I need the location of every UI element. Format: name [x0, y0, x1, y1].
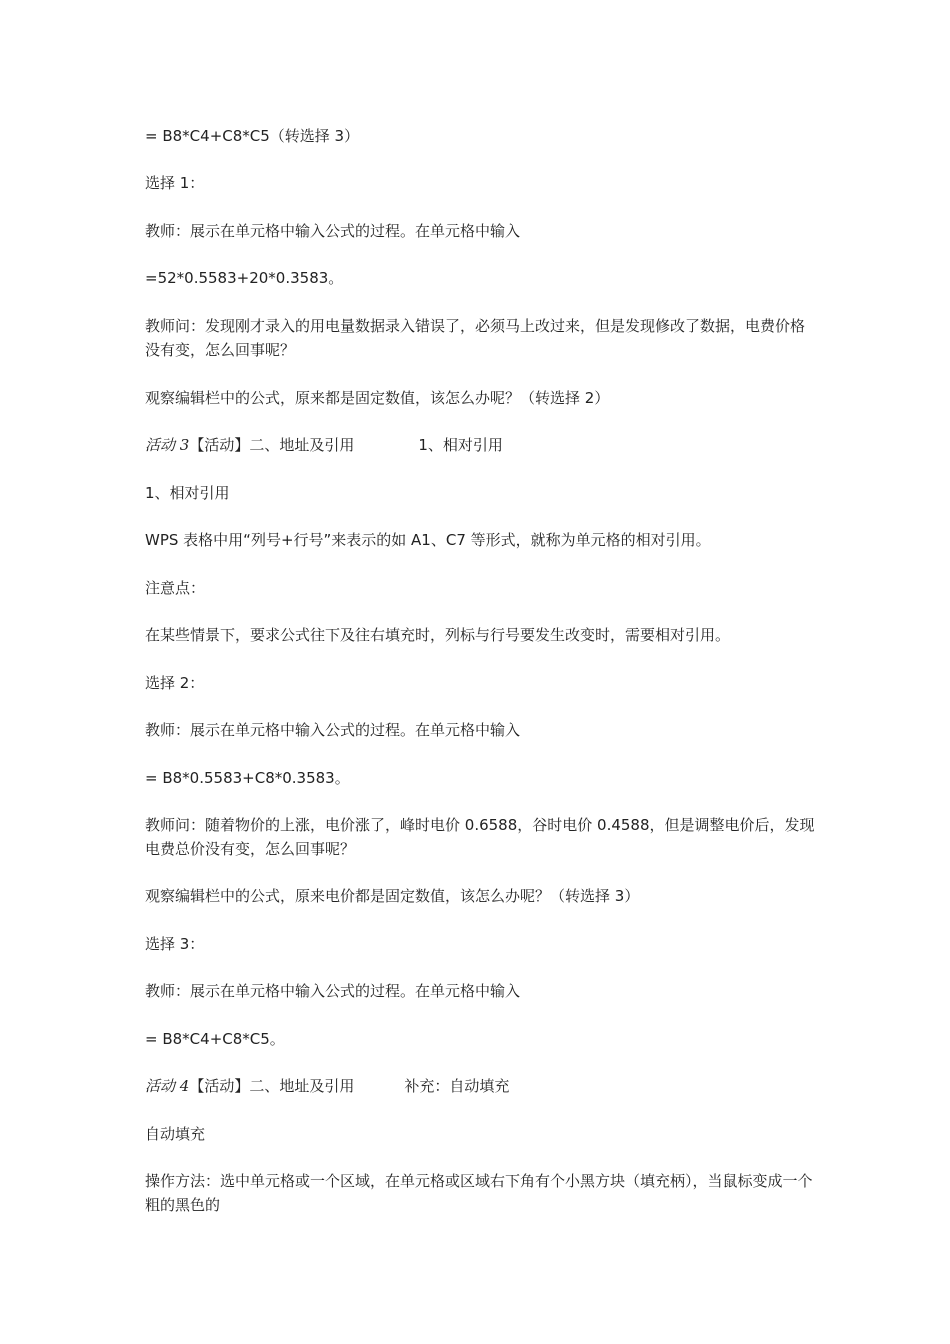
choice-heading: 选择 2： [145, 674, 205, 692]
teacher-question: 教师问：发现刚才录入的用电量数据录入错误了，必须马上改过来，但是发现修改了数据，电费价格没有变，怎么回事呢？ [145, 317, 806, 359]
section-heading: 1、相对引用 [145, 484, 230, 502]
formula-line: = B8*C4+C8*C5（转选择 3） [145, 127, 360, 145]
note-heading: 注意点： [145, 579, 206, 597]
teacher-question: 教师问：随着物价的上涨，电价涨了，峰时电价 0.6588，谷时电价 0.4588，但是调整电价后，发现电费总价没有变，怎么回事呢？ [145, 816, 815, 858]
activity-title: 【活动】二、地址及引用 [189, 1077, 355, 1095]
section-heading: 自动填充 [145, 1125, 206, 1143]
formula-line: = B8*0.5583+C8*0.3583。 [145, 769, 350, 787]
teacher-line: 教师：展示在单元格中输入公式的过程。在单元格中输入 [145, 721, 521, 739]
activity-heading [145, 433, 815, 457]
observation-line: 观察编辑栏中的公式，原来电价都是固定数值，该怎么办呢？（转选择 3） [145, 887, 640, 905]
activity-heading [145, 1074, 815, 1098]
teacher-line: 教师：展示在单元格中输入公式的过程。在单元格中输入 [145, 982, 521, 1000]
teacher-line: 教师：展示在单元格中输入公式的过程。在单元格中输入 [145, 222, 521, 240]
choice-heading: 选择 3： [145, 935, 205, 953]
paragraph: 操作方法：选中单元格或一个区域，在单元格或区域右下角有个小黑方块（填充柄），当鼠标变成一个粗的黑色的 [145, 1172, 813, 1214]
formula-line: = B8*C4+C8*C5。 [145, 1030, 285, 1048]
activity-label: 活动 3 [145, 436, 190, 454]
activity-subtitle: 补充：自动填充 [404, 1077, 510, 1095]
paragraph: 在某些情景下，要求公式往下及往右填充时，列标与行号要发生改变时，需要相对引用。 [145, 626, 731, 644]
formula-line: =52*0.5583+20*0.3583。 [145, 269, 344, 287]
activity-label: 活动 4 [145, 1077, 190, 1095]
observation-line: 观察编辑栏中的公式，原来都是固定数值，该怎么办呢？（转选择 2） [145, 389, 610, 407]
activity-subtitle: 1、相对引用 [418, 436, 503, 454]
paragraph: WPS 表格中用“列号+行号”来表示的如 A1、C7 等形式，就称为单元格的相对引用。 [145, 531, 711, 549]
choice-heading: 选择 1： [145, 174, 205, 192]
activity-title: 【活动】二、地址及引用 [189, 436, 355, 454]
